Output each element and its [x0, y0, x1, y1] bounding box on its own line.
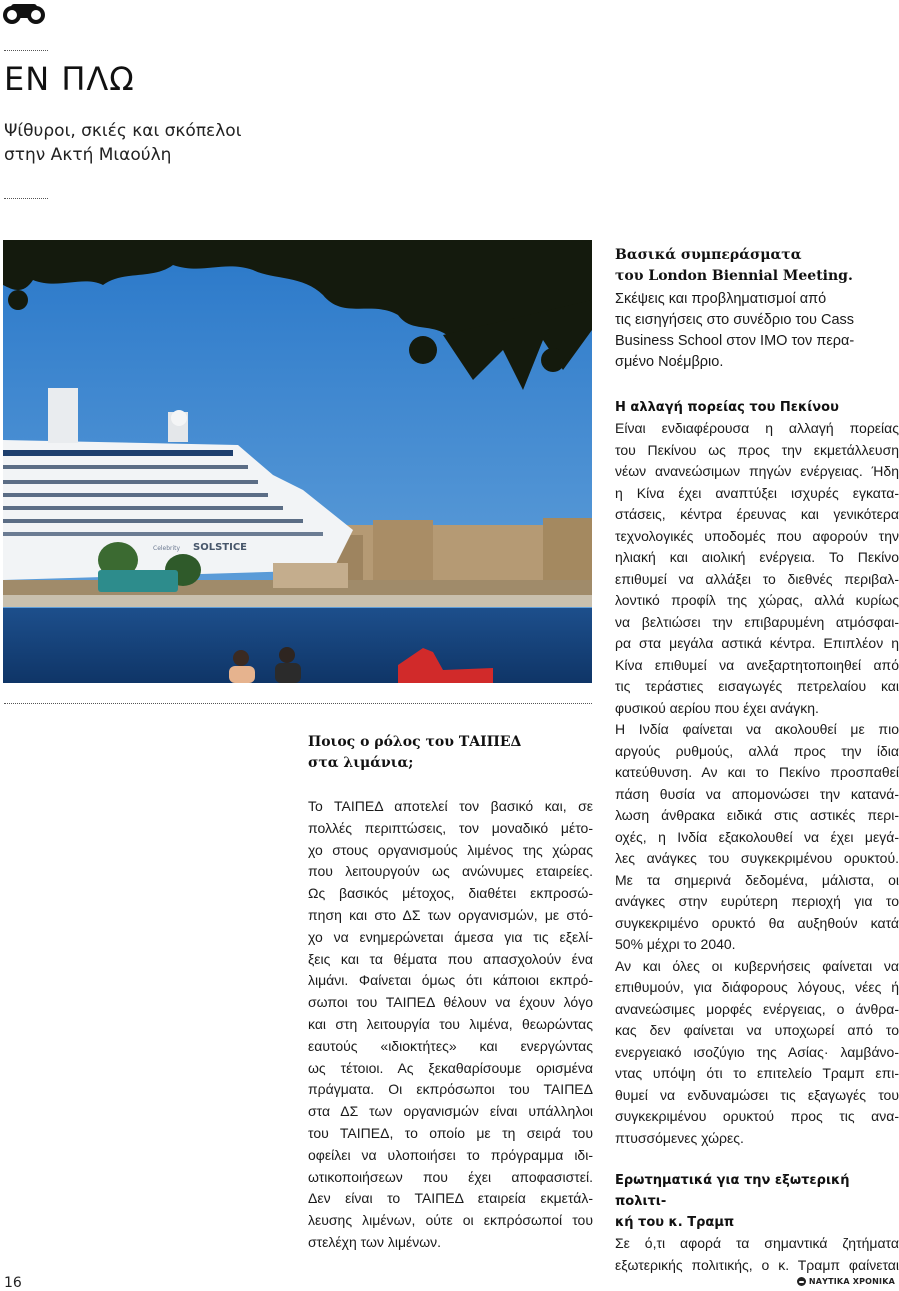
body-line: Είναι ενδιαφέρουσα η αλλαγή πορείας: [615, 420, 899, 436]
header-rule-top: [4, 50, 48, 51]
heading-line: κή του κ. Τραμπ: [615, 1215, 735, 1230]
ship-brand: Celebrity: [153, 545, 181, 552]
body-line: τις τεράστιες εισαγωγές πετρελαίου και: [615, 678, 899, 694]
magazine-brand: [797, 1277, 895, 1286]
body-line: ρα στα μεγάλα αστικά κέντρα. Επιπλέον η: [615, 635, 899, 651]
body-line: σμένο Νοέμβριο.: [615, 354, 724, 370]
intro-body: [615, 289, 899, 373]
body-line: τεχνολογικές υποδομές που αφορούν την: [615, 527, 899, 544]
body-line: λευσης λιμένων, ούτε οι εκπρόσωποί του: [308, 1212, 593, 1229]
body-line: ωτικοποιήσεων που έχει αποφασιστεί.: [308, 1168, 593, 1185]
intro-heading: [615, 245, 899, 287]
body-line: πάση θυσία να απομονώσει την κατανά-: [615, 785, 899, 802]
body-line: λιμάνι. Φαίνεται όμως ότι κάποιοι εκπρό-: [308, 972, 593, 989]
person: [279, 647, 295, 663]
body-line: Σε ό,τι αφορά τα σημαντικά ζητήματα: [615, 1235, 899, 1251]
body-line: πτυσσόμενες χώρες.: [615, 1129, 744, 1146]
body-line: πολλές περιπτώσεις, τον μοναδικό μέτο-: [308, 819, 593, 836]
body-line: Κίνα επιθυμεί να ανεξαρτητοποιηθεί από: [615, 656, 899, 673]
taiped-heading: [308, 732, 593, 774]
body-line: Business School στον IMO τον περα-: [615, 333, 855, 349]
body-line: πηση και στο ΔΣ των οργανισμών, με στό-: [308, 906, 593, 923]
body-line: στα ΔΣ των οργανισμών είναι υπάλληλοι: [308, 1103, 593, 1120]
body-line: να βελτιώσει την επιβαρυμένη ατμόσφαι-: [615, 613, 899, 630]
body-line: κατεύθυνση. Αν και το Πεκίνο προσπαθεί: [615, 764, 899, 780]
body-line: εξωτερικής πολιτικής, ο κ. Τραμπ φαίνεται: [615, 1256, 899, 1273]
trump-heading: [615, 1170, 899, 1233]
body-line: στελέχη των λιμένων.: [308, 1233, 442, 1250]
body-line: Η Ινδία φαίνεται να ακολουθεί με πιο: [615, 721, 899, 737]
body-line: τις εισηγήσεις στο συνέδριο του Cass: [615, 312, 855, 328]
body-line: κας δεν φαίνεται να υποχωρεί από το: [615, 1022, 899, 1038]
body-line: επιθυμούν, για διάφορους λόγους, νέες ή: [615, 979, 899, 995]
body-line: λωση άνθρακα ειδικά στις αστικές περι-: [615, 807, 899, 823]
body-line: χο στους οργανισμούς λιμένος της χώρας: [308, 841, 593, 858]
body-line: νέων ανανεώσιμων πηγών ενέργειας. Ήδη: [615, 463, 899, 479]
body-line: επιθυμεί να αλλάξει το διεθνές περιβαλ-: [615, 570, 899, 587]
body-line: φυσικού αερίου που έχει ανάγκη.: [615, 699, 819, 716]
heading-line: Βασικά συμπεράσματα: [615, 247, 802, 263]
body-line: σωποι του ΤΑΙΠΕΔ θέλουν να έχουν λόγο: [308, 994, 593, 1011]
person: [233, 650, 249, 666]
body-line: ως τέτοιοι. Ας ξεκαθαρίσουμε ορισμένα: [308, 1059, 593, 1076]
body-line: ηλιακή και αιολική ενέργεια. Το Πεκίνο: [615, 549, 899, 565]
subtitle-line: Ψίθυροι, σκιές και σκόπελοι: [4, 121, 242, 141]
taiped-column: [308, 732, 593, 1254]
body-line: Δεν είναι το ΤΑΙΠΕΔ εταιρεία εκμετάλ-: [308, 1190, 593, 1207]
right-column: [615, 245, 899, 1276]
body-line: Ως βασικός μέτοχος, διαθέτει εκπροσώ-: [308, 885, 593, 902]
governments-body: [615, 956, 899, 1150]
body-line: η Κίνα έχει αναπτύξει ισχυρές εγκατα-: [615, 484, 899, 501]
body-line: ανανεώσιμες μορφές ενέργειας, ο άνθρα-: [615, 1000, 899, 1017]
binoculars-icon: [2, 2, 46, 26]
body-line: οφείλει να υλοποιήσει το πρόγραμμα ιδι-: [308, 1146, 593, 1163]
body-line: ανάγκες στην ευρύτερη περιοχή για το: [615, 893, 899, 909]
body-line: 50% μέχρι το 2040.: [615, 936, 736, 952]
body-line: πράγματα. Οι εκπρόσωποι του ΤΑΙΠΕΔ: [308, 1081, 593, 1098]
body-line: του Πεκίνου ως προς την εκμετάλλευση: [615, 441, 899, 458]
body-line: συγκεκριμένου ορυκτού προς τις ανα-: [615, 1108, 899, 1124]
body-line: λοντικό προφίλ της χώρας, αλλά κυρίως: [615, 592, 899, 608]
brand-name: ΝΑΥΤΙΚΑ ΧΡΟΝΙΚΑ: [808, 1277, 895, 1286]
body-line: Σκέψεις και προβληματισμοί από: [615, 291, 827, 307]
body-line: ντας υπόψη ότι το επιτελείο Τραμπ επι-: [615, 1065, 899, 1081]
india-body: [615, 719, 899, 956]
beijing-heading: Η αλλαγή πορείας του Πεκίνου: [615, 400, 839, 415]
ship-name: SOLSTICE: [193, 542, 247, 553]
beijing-body: [615, 418, 899, 719]
taiped-body: [308, 796, 593, 1254]
section-subtitle: [4, 119, 304, 167]
header-rule-bottom: [4, 198, 48, 199]
subtitle-line: στην Ακτή Μιαούλη: [4, 145, 172, 165]
heading-line: Ποιος ο ρόλος του ΤΑΙΠΕΔ: [308, 734, 522, 750]
body-line: και στη λειτουργία του λιμένα, θεωρώντας: [308, 1015, 593, 1032]
body-line: εαυτούς «ιδιοκτήτες» και ενεργώντας: [308, 1037, 593, 1054]
body-line: Με τα σημερινά δεδομένα, μάλιστα, οι: [615, 871, 899, 888]
harbour-photo: [3, 240, 592, 683]
body-line: συγκεκριμένο ορυκτό θα αυξηθούν κατά: [615, 914, 899, 931]
bus: [98, 570, 178, 592]
heading-line: στα λιμάνια;: [308, 755, 414, 771]
body-line: θυμεί να ενδυναμώσει τις εξαγωγές του: [615, 1086, 899, 1103]
heading-line: Ερωτηματικά για την εξωτερική πολιτι-: [615, 1173, 850, 1209]
trump-body: [615, 1233, 899, 1276]
brand-logo-icon: [797, 1277, 806, 1286]
heading-line: του London Biennial Meeting.: [615, 268, 853, 284]
body-line: οχές, η Ινδία εξακολουθεί να έχει μεγά-: [615, 828, 899, 845]
body-line: στάσεις, κέντρα έρευνας και γενικότερα: [615, 506, 899, 522]
body-line: του ΤΑΙΠΕΔ, το οποίο με τη σειρά του: [308, 1124, 593, 1141]
body-line: ενεργειακό ισοζύγιο της Ασίας· λαμβάνο-: [615, 1043, 899, 1060]
page-number: 16: [4, 1275, 22, 1291]
body-line: Το ΤΑΙΠΕΔ αποτελεί τον βασικό και, σε: [308, 798, 593, 814]
body-line: λες ανάγκες του συγκεκριμένου ορυκτού.: [615, 850, 899, 866]
body-line: που λειτουργούν ως ανώνυμες εταιρείες.: [308, 863, 593, 880]
body-line: χο να ενημερώνεται άμεσα για τις εξελί-: [308, 928, 593, 945]
body-line: αργούς ρυθμούς, αλλά προς την ίδια: [615, 742, 899, 759]
body-line: Αν και όλες οι κυβερνήσεις φαίνεται να: [615, 957, 899, 974]
photo-rule: [4, 703, 592, 704]
body-line: ξεις και τα θέματα που απασχολούν ένα: [308, 950, 593, 967]
section-title: ΕΝ ΠΛΩ: [4, 60, 135, 98]
